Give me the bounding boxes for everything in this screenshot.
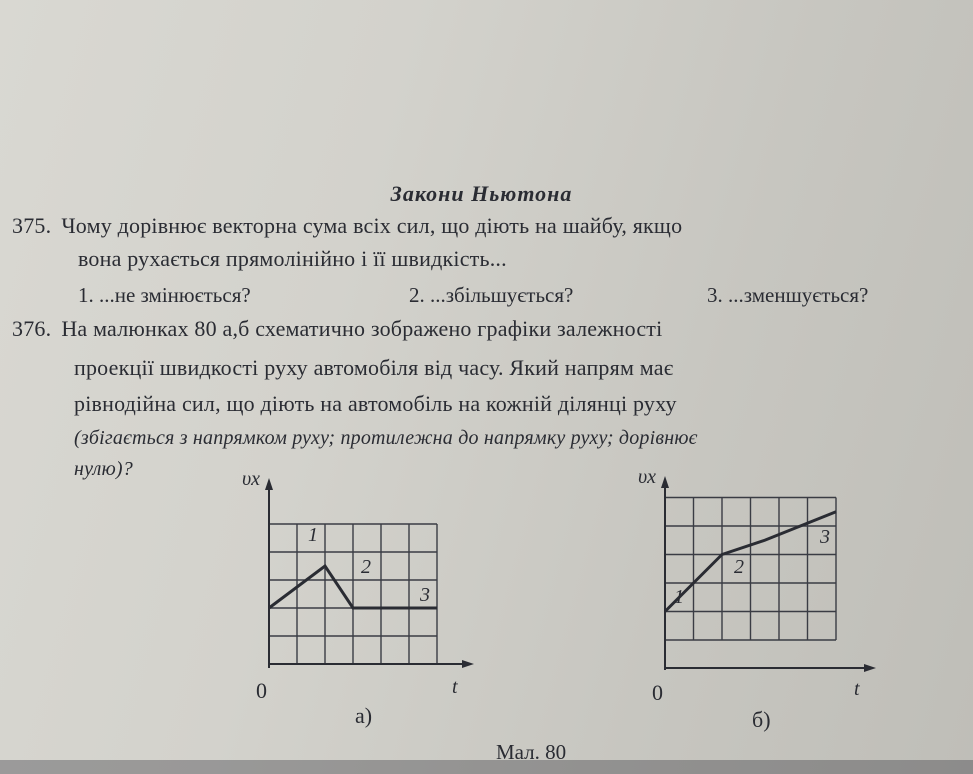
- graph-b-y-label: υx: [638, 466, 657, 488]
- graph-b-x-arrow: [864, 664, 876, 672]
- graph-a-y-label: υx: [242, 468, 261, 490]
- graph-b-y-arrow: [661, 476, 669, 488]
- graph-b-x-label: t: [854, 678, 860, 700]
- graph-a-segment-2-label: 2: [361, 556, 371, 578]
- graph-b: [628, 466, 888, 705]
- q376-number: 376.: [12, 316, 52, 341]
- q376-line5: нулю)?: [74, 458, 133, 480]
- graph-b-origin: 0: [652, 680, 663, 705]
- q376-line2: проекції швидкості руху автомобіля від часу. Який напрям має: [74, 355, 674, 380]
- section-heading: Закони Ньютона: [390, 181, 573, 206]
- graph-b-segment-3-label: 3: [820, 526, 830, 548]
- graph-a-segment-3-label: 3: [420, 584, 430, 606]
- graph-a-x-arrow: [462, 660, 474, 668]
- graph-b-caption: б): [752, 707, 771, 732]
- graph-b-svg: [628, 466, 888, 686]
- graph-a: [232, 468, 482, 703]
- graph-a-svg: [232, 468, 482, 688]
- graph-a-grid: [269, 524, 437, 664]
- graph-a-y-arrow: [265, 478, 273, 490]
- q375-option-1: 1. ...не змінюється?: [78, 283, 251, 307]
- page-bottom-edge: [0, 760, 973, 774]
- q375-line2: вона рухається прямолінійно і її швидкість...: [78, 246, 507, 271]
- figure-caption: Мал. 80: [496, 740, 567, 764]
- graph-b-segment-2-label: 2: [734, 556, 744, 578]
- q376-line1: 376. На малюнках 80 а,б схематично зображено графіки залежності: [12, 316, 663, 341]
- graph-a-origin: 0: [256, 678, 267, 703]
- q375-option-3: 3. ...зменшується?: [707, 283, 869, 307]
- q376-line4: (збігається з напрямком руху; протилежна до напрямку руху; дорівнює: [74, 427, 698, 449]
- graph-a-x-label: t: [452, 676, 458, 698]
- q376-line3: рівнодійна сил, що діють на автомобіль на кожній ділянці руху: [74, 391, 677, 416]
- graph-a-segment-1-label: 1: [308, 524, 318, 546]
- graph-a-caption: а): [355, 703, 373, 728]
- graph-b-segment-1-label: 1: [674, 586, 684, 608]
- graph-b-grid: [665, 498, 836, 641]
- q375-option-2: 2. ...збільшується?: [409, 283, 574, 307]
- q375-line1: 375. Чому дорівнює векторна сума всіх сил, що діють на шайбу, якщо: [12, 213, 683, 238]
- q375-number: 375.: [12, 213, 52, 238]
